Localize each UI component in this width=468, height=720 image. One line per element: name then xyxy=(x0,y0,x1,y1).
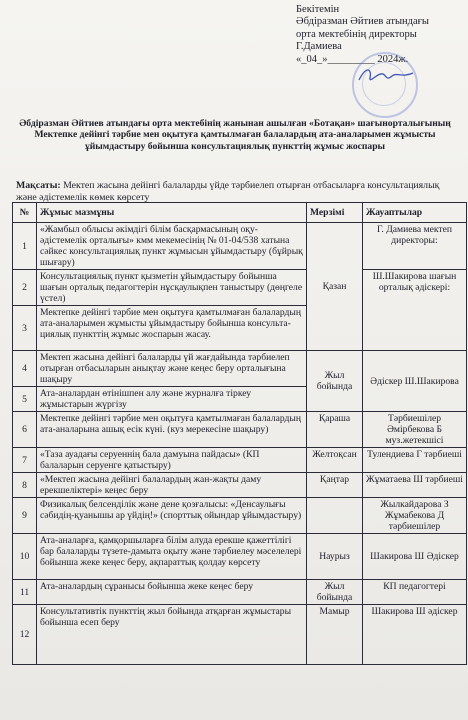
table-row xyxy=(13,498,467,534)
row-content: «Жамбыл облысы әкімдігі білім басқармасының оқу-әдістемелік орталығы» кмм мекемесінің № 01-04/538 хатына сәйкес консультациялық пункт жұмысын ұйымдастыру (бұйрық шығару) xyxy=(37,223,307,270)
row-term: Қазан xyxy=(307,223,363,351)
approval-date: «_04_»_________ 2024ж. xyxy=(296,53,409,65)
row-content: Консультативтік пункттің жыл бойында атқарған жұмыстары бойынша есеп беру xyxy=(37,605,307,665)
goal-label: Мақсаты: xyxy=(16,180,61,191)
goal-paragraph xyxy=(16,180,461,203)
row-responsible: Жұматаева Ш тәрбиеші xyxy=(363,473,467,498)
row-number: 1 xyxy=(13,223,37,270)
row-responsible: Шакирова Ш әдіскер xyxy=(363,605,467,665)
row-content: Ата-аналардан өтінішпен алу және журналға тіркеу жұмыстарын жүргізу xyxy=(37,387,307,412)
approval-director-name: Г.Дамиева xyxy=(296,41,342,53)
row-term: Жыл бойында xyxy=(307,580,363,605)
row-content: Мектепке дейінгі тәрбие мен оқытуға қамтылмаған балалардың ата-аналарымен жұмысты ұйымдастыру бойынша консульта-циялық пункттің жұмыс жоспарын жасау. xyxy=(37,306,307,351)
document-title: Әбдіразман Әйтиев атындағы орта мектебінің жанынан ашылған «Ботақан» шағынорталығының Мектепке дейінгі тәрбие мен оқытуға қамтылмаған балалардың ата-аналарымен жұмысты ұйымдастыру бойынша консультациялық пункттің жұмыс жоспары xyxy=(19,118,451,152)
row-number: 6 xyxy=(13,412,37,448)
row-responsible: Тәрбиешілер Әмірбекова Б муз.жетекшісі xyxy=(363,412,467,448)
row-content: «Мектеп жасына дейінгі балалардың жан-жақты даму ерекшеліктері» кеңес беру xyxy=(37,473,307,498)
row-responsible: Әдіскер Ш.Шакирова xyxy=(363,351,467,412)
director-signature xyxy=(356,64,416,86)
table-header-row xyxy=(13,203,467,223)
header-content: Жұмыс мазмұны xyxy=(37,203,307,223)
approval-approve-word: Бекітемін xyxy=(296,4,340,15)
row-number: 9 xyxy=(13,498,37,534)
row-term: Қараша xyxy=(307,412,363,448)
table-row xyxy=(13,270,467,306)
row-term: Қаңтар xyxy=(307,473,363,498)
table-row xyxy=(13,473,467,498)
approval-school-name: Әбдіразман Әйтиев атындағы xyxy=(296,16,429,28)
table-row xyxy=(13,412,467,448)
row-number: 2 xyxy=(13,270,37,306)
row-number: 4 xyxy=(13,351,37,387)
row-term: Жыл бойында xyxy=(307,351,363,412)
row-content: Мектепке дейінгі тәрбие мен оқытуға қамтылмаған балалардың ата-аналарына ашық есік күні. (куз мерекесіне шақыру) xyxy=(37,412,307,448)
table-row xyxy=(13,605,467,665)
row-responsible: Жылкайдарова З Жұмабекова Д тәрбиешілер xyxy=(363,498,467,534)
row-number: 12 xyxy=(13,605,37,665)
row-responsible: КП педагогтері xyxy=(363,580,467,605)
row-responsible: Ш.Шакирова шағын орталық әдіскері: xyxy=(363,270,467,351)
row-term: Мамыр xyxy=(307,605,363,665)
row-responsible: Г. Дамиева мектеп директоры: xyxy=(363,223,467,270)
header-responsible: Жауаптылар xyxy=(363,203,467,223)
row-number: 8 xyxy=(13,473,37,498)
row-content: Физикалық белсенділік және дене қозғалысы: «Денсаулығы сәбидің-қуанышы ар үйдің!» (спорттық ойындар ұйымдастыру) xyxy=(37,498,307,534)
row-term-empty xyxy=(307,498,363,534)
table-row xyxy=(13,223,467,270)
row-number: 10 xyxy=(13,534,37,580)
table-row xyxy=(13,580,467,605)
row-number: 5 xyxy=(13,387,37,412)
table-row xyxy=(13,448,467,473)
goal-text: Мектеп жасына дейінгі балаларды үйде тәрбиелеп отырған отбасыларға консультациялық және әдістемелік көмек көрсету xyxy=(16,180,440,203)
row-term: Желтоқсан xyxy=(307,448,363,473)
row-content: Ата-аналардың сұранысы бойынша жеке кеңес беру xyxy=(37,580,307,605)
row-content: Ата-аналарға, қамқоршыларға білім алуда ерекше қажеттілігі бар балаларды түзете-дамыта оқыту және тәрбиелеу мәселелері бойынша жеке кеңес беру, ақпараттық қолдау көрсету xyxy=(37,534,307,580)
work-plan-table xyxy=(12,202,467,665)
row-number: 3 xyxy=(13,306,37,351)
row-content: «Таза ауадағы серуеннің бала дамуына пайдасы» (КП балаларын серуенге қатыстыру) xyxy=(37,448,307,473)
row-responsible: Тулендиева Г тәрбиеші xyxy=(363,448,467,473)
table-row xyxy=(13,534,467,580)
header-term: Мерзімі xyxy=(307,203,363,223)
approval-position: орта мектебінің директоры xyxy=(296,28,417,40)
row-number: 7 xyxy=(13,448,37,473)
row-content: Мектеп жасына дейінгі балаларды үй жағдайында тәрбиелеп отырған отбасыларын анықтау және кеңес беру орталығына шақыру xyxy=(37,351,307,387)
row-responsible: Шакирова Ш Әдіскер xyxy=(363,534,467,580)
row-term: Наурыз xyxy=(307,534,363,580)
row-content: Консультациялық пункт қызметін ұйымдастыру бойынша шағын орталық педагогтерін нұсқаулықпен таныстыру (дөңгеле үстел) xyxy=(37,270,307,306)
table-row xyxy=(13,351,467,387)
row-number: 11 xyxy=(13,580,37,605)
header-number: № xyxy=(13,203,37,223)
